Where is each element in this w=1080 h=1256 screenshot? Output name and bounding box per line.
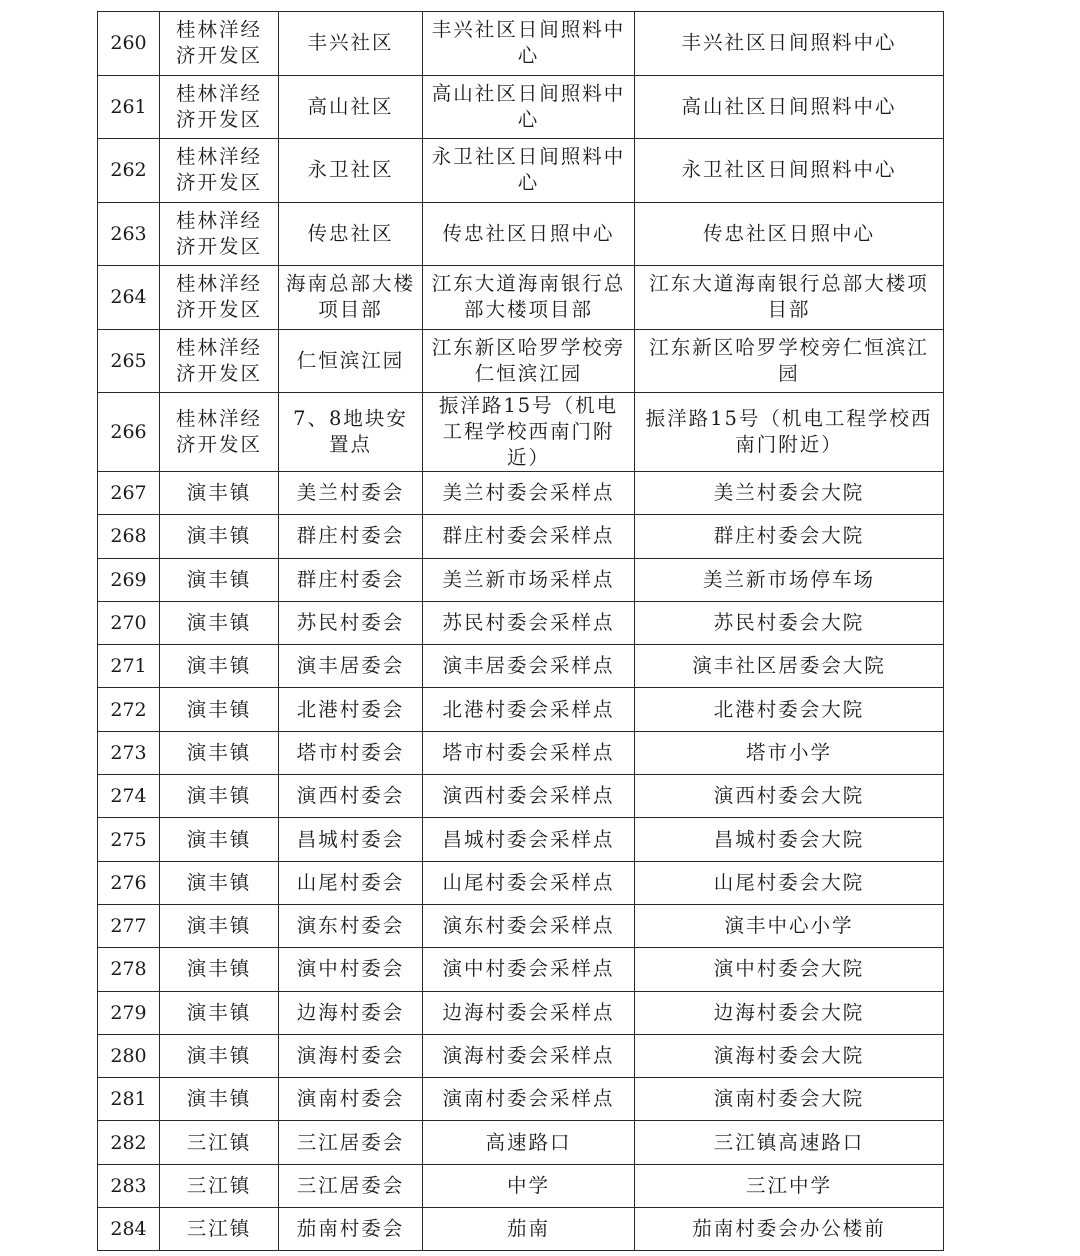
- town-cell: 演丰镇: [160, 731, 279, 774]
- row-number-cell: 275: [98, 818, 160, 861]
- table-row: [98, 818, 944, 861]
- row-number-cell: 260: [98, 12, 160, 76]
- table-row: [98, 775, 944, 818]
- row-number-cell: 272: [98, 688, 160, 731]
- address-cell: 演西村委会大院: [635, 775, 944, 818]
- row-number-cell: 261: [98, 75, 160, 139]
- community-cell: 三江居委会: [279, 1164, 423, 1207]
- table-row: [98, 948, 944, 991]
- row-number-cell: 284: [98, 1208, 160, 1251]
- sampling-site-cell: 振洋路15号（机电工程学校西南门附近）: [423, 393, 635, 472]
- table-row: [98, 329, 944, 393]
- sampling-site-cell: 北港村委会采样点: [423, 688, 635, 731]
- town-cell: 桂林洋经济开发区: [160, 393, 279, 472]
- row-number-cell: 262: [98, 139, 160, 203]
- address-cell: 山尾村委会大院: [635, 861, 944, 904]
- town-cell: 三江镇: [160, 1121, 279, 1164]
- sampling-site-cell: 高山社区日间照料中心: [423, 75, 635, 139]
- row-number-cell: 268: [98, 515, 160, 558]
- row-number-cell: 266: [98, 393, 160, 472]
- town-cell: 桂林洋经济开发区: [160, 75, 279, 139]
- town-cell: 桂林洋经济开发区: [160, 329, 279, 393]
- row-number-cell: 283: [98, 1164, 160, 1207]
- address-cell: 永卫社区日间照料中心: [635, 139, 944, 203]
- row-number-cell: 265: [98, 329, 160, 393]
- town-cell: 三江镇: [160, 1208, 279, 1251]
- row-number-cell: 267: [98, 472, 160, 515]
- community-cell: 茄南村委会: [279, 1208, 423, 1251]
- community-cell: 美兰村委会: [279, 472, 423, 515]
- town-cell: 演丰镇: [160, 472, 279, 515]
- community-cell: 边海村委会: [279, 991, 423, 1034]
- town-cell: 演丰镇: [160, 948, 279, 991]
- town-cell: 演丰镇: [160, 861, 279, 904]
- town-cell: 桂林洋经济开发区: [160, 12, 279, 76]
- community-cell: 群庄村委会: [279, 515, 423, 558]
- table-row: [98, 472, 944, 515]
- table-row: [98, 904, 944, 947]
- sampling-site-cell: 演海村委会采样点: [423, 1034, 635, 1077]
- address-cell: 苏民村委会大院: [635, 601, 944, 644]
- town-cell: 演丰镇: [160, 991, 279, 1034]
- town-cell: 桂林洋经济开发区: [160, 139, 279, 203]
- row-number-cell: 263: [98, 202, 160, 266]
- sampling-site-cell: 演南村委会采样点: [423, 1078, 635, 1121]
- address-cell: 江东新区哈罗学校旁仁恒滨江园: [635, 329, 944, 393]
- town-cell: 演丰镇: [160, 601, 279, 644]
- community-cell: 山尾村委会: [279, 861, 423, 904]
- sampling-site-cell: 塔市村委会采样点: [423, 731, 635, 774]
- sampling-site-table: [97, 11, 944, 1251]
- town-cell: 演丰镇: [160, 688, 279, 731]
- town-cell: 演丰镇: [160, 1078, 279, 1121]
- address-cell: 演丰社区居委会大院: [635, 645, 944, 688]
- table-row: [98, 393, 944, 472]
- row-number-cell: 273: [98, 731, 160, 774]
- row-number-cell: 276: [98, 861, 160, 904]
- town-cell: 三江镇: [160, 1164, 279, 1207]
- community-cell: 海南总部大楼项目部: [279, 266, 423, 330]
- community-cell: 演海村委会: [279, 1034, 423, 1077]
- community-cell: 演丰居委会: [279, 645, 423, 688]
- sampling-site-cell: 丰兴社区日间照料中心: [423, 12, 635, 76]
- address-cell: 演丰中心小学: [635, 904, 944, 947]
- address-cell: 群庄村委会大院: [635, 515, 944, 558]
- address-cell: 三江中学: [635, 1164, 944, 1207]
- address-cell: 江东大道海南银行总部大楼项目部: [635, 266, 944, 330]
- sampling-site-cell: 演丰居委会采样点: [423, 645, 635, 688]
- community-cell: 7、8地块安置点: [279, 393, 423, 472]
- community-cell: 演东村委会: [279, 904, 423, 947]
- sampling-site-table-page: [97, 11, 943, 1251]
- table-row: [98, 1078, 944, 1121]
- address-cell: 演中村委会大院: [635, 948, 944, 991]
- town-cell: 桂林洋经济开发区: [160, 266, 279, 330]
- community-cell: 北港村委会: [279, 688, 423, 731]
- row-number-cell: 282: [98, 1121, 160, 1164]
- community-cell: 传忠社区: [279, 202, 423, 266]
- row-number-cell: 278: [98, 948, 160, 991]
- row-number-cell: 271: [98, 645, 160, 688]
- address-cell: 昌城村委会大院: [635, 818, 944, 861]
- sampling-site-cell: 美兰村委会采样点: [423, 472, 635, 515]
- community-cell: 演南村委会: [279, 1078, 423, 1121]
- address-cell: 演南村委会大院: [635, 1078, 944, 1121]
- row-number-cell: 269: [98, 558, 160, 601]
- community-cell: 仁恒滨江园: [279, 329, 423, 393]
- community-cell: 丰兴社区: [279, 12, 423, 76]
- table-row: [98, 266, 944, 330]
- community-cell: 演西村委会: [279, 775, 423, 818]
- address-cell: 茄南村委会办公楼前: [635, 1208, 944, 1251]
- table-row: [98, 139, 944, 203]
- sampling-site-cell: 昌城村委会采样点: [423, 818, 635, 861]
- town-cell: 演丰镇: [160, 558, 279, 601]
- row-number-cell: 277: [98, 904, 160, 947]
- sampling-site-cell: 演东村委会采样点: [423, 904, 635, 947]
- table-row: [98, 1121, 944, 1164]
- sampling-site-cell: 美兰新市场采样点: [423, 558, 635, 601]
- table-row: [98, 75, 944, 139]
- table-row: [98, 861, 944, 904]
- row-number-cell: 274: [98, 775, 160, 818]
- town-cell: 演丰镇: [160, 1034, 279, 1077]
- community-cell: 三江居委会: [279, 1121, 423, 1164]
- row-number-cell: 264: [98, 266, 160, 330]
- address-cell: 高山社区日间照料中心: [635, 75, 944, 139]
- community-cell: 演中村委会: [279, 948, 423, 991]
- sampling-site-cell: 苏民村委会采样点: [423, 601, 635, 644]
- address-cell: 传忠社区日照中心: [635, 202, 944, 266]
- table-row: [98, 558, 944, 601]
- table-row: [98, 202, 944, 266]
- sampling-site-cell: 传忠社区日照中心: [423, 202, 635, 266]
- community-cell: 昌城村委会: [279, 818, 423, 861]
- town-cell: 演丰镇: [160, 904, 279, 947]
- address-cell: 美兰村委会大院: [635, 472, 944, 515]
- table-body: [98, 12, 944, 1251]
- address-cell: 塔市小学: [635, 731, 944, 774]
- sampling-site-cell: 江东大道海南银行总部大楼项目部: [423, 266, 635, 330]
- row-number-cell: 280: [98, 1034, 160, 1077]
- table-row: [98, 515, 944, 558]
- table-row: [98, 688, 944, 731]
- table-row: [98, 1164, 944, 1207]
- sampling-site-cell: 演中村委会采样点: [423, 948, 635, 991]
- sampling-site-cell: 高速路口: [423, 1121, 635, 1164]
- row-number-cell: 279: [98, 991, 160, 1034]
- row-number-cell: 270: [98, 601, 160, 644]
- community-cell: 群庄村委会: [279, 558, 423, 601]
- community-cell: 苏民村委会: [279, 601, 423, 644]
- town-cell: 桂林洋经济开发区: [160, 202, 279, 266]
- sampling-site-cell: 边海村委会采样点: [423, 991, 635, 1034]
- community-cell: 高山社区: [279, 75, 423, 139]
- sampling-site-cell: 群庄村委会采样点: [423, 515, 635, 558]
- table-row: [98, 645, 944, 688]
- community-cell: 永卫社区: [279, 139, 423, 203]
- address-cell: 美兰新市场停车场: [635, 558, 944, 601]
- town-cell: 演丰镇: [160, 775, 279, 818]
- community-cell: 塔市村委会: [279, 731, 423, 774]
- table-row: [98, 12, 944, 76]
- table-row: [98, 601, 944, 644]
- table-row: [98, 1208, 944, 1251]
- town-cell: 演丰镇: [160, 515, 279, 558]
- table-row: [98, 1034, 944, 1077]
- sampling-site-cell: 中学: [423, 1164, 635, 1207]
- row-number-cell: 281: [98, 1078, 160, 1121]
- sampling-site-cell: 永卫社区日间照料中心: [423, 139, 635, 203]
- sampling-site-cell: 茄南: [423, 1208, 635, 1251]
- address-cell: 三江镇高速路口: [635, 1121, 944, 1164]
- town-cell: 演丰镇: [160, 818, 279, 861]
- address-cell: 演海村委会大院: [635, 1034, 944, 1077]
- address-cell: 丰兴社区日间照料中心: [635, 12, 944, 76]
- sampling-site-cell: 山尾村委会采样点: [423, 861, 635, 904]
- sampling-site-cell: 演西村委会采样点: [423, 775, 635, 818]
- address-cell: 北港村委会大院: [635, 688, 944, 731]
- town-cell: 演丰镇: [160, 645, 279, 688]
- address-cell: 边海村委会大院: [635, 991, 944, 1034]
- table-row: [98, 991, 944, 1034]
- table-row: [98, 731, 944, 774]
- sampling-site-cell: 江东新区哈罗学校旁仁恒滨江园: [423, 329, 635, 393]
- address-cell: 振洋路15号（机电工程学校西南门附近）: [635, 393, 944, 472]
